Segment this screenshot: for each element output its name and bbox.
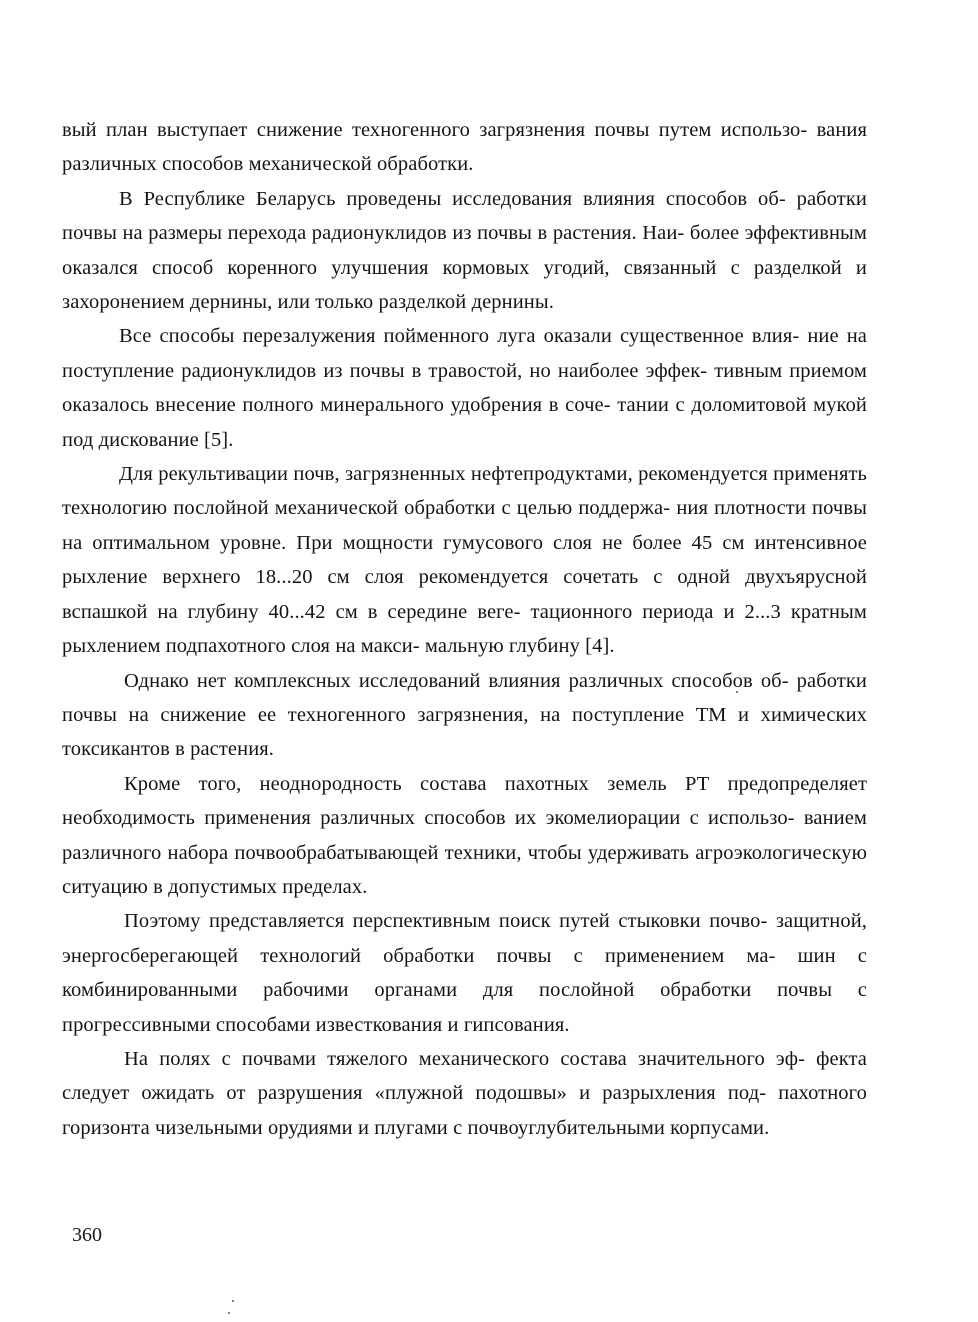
- paragraph-2: В Республике Беларусь проведены исследования влияния способов об- работки почвы на размеры перехода радионуклидов из почвы в растения. Наи- более эффективным оказался способ коренного улучшения кормовых угодий, связанный с разделкой и захоронением дернины, или только разделкой дернины.: [62, 187, 867, 314]
- scan-speck: [228, 1312, 230, 1314]
- paragraph-8: На полях с почвами тяжелого механического состава значительного эф- фекта следует ожидать от разрушения «плужной подошвы» и разрыхления под- пахотного горизонта чизельными орудиями и плугами с почвоуглубительными корпусами.: [62, 1047, 867, 1139]
- body-text: [62, 113, 867, 1145]
- paragraph-6: Кроме того, неоднородность состава пахотных земель РТ предопределяет необходимость применения различных способов их экомелиорации с использо- ванием различного набора почвообрабатывающей техники, чтобы удерживать агроэкологическую ситуацию в допустимых пределах.: [62, 772, 867, 898]
- paragraph-1: вый план выступает снижение техногенного загрязнения почвы путем использо- вания различных способов механической обработки.: [62, 119, 867, 176]
- paragraph-3: Все способы перезалужения пойменного луга оказали существенное влия- ние на поступление радионуклидов из почвы в травостой, но наиболее эффек- тивным приемом оказалось внесение полного минерального удобрения в соче- тании с доломитовой мукой под дискование [5].: [62, 325, 867, 451]
- scan-speck: [232, 1300, 234, 1302]
- scan-speck: [736, 691, 738, 693]
- paragraph-7: Поэтому представляется перспективным поиск путей стыковки почво- защитной, энергосберегающей технологий обработки почвы с применением ма- шин с комбинированными рабочими органами для послойной обработки почвы с прогрессивными способами известкования и гипсования.: [62, 910, 867, 1036]
- paragraph-4: Для рекультивации почв, загрязненных нефтепродуктами, рекомендуется применять технологию послойной механической обработки с целью поддержа- ния плотности почвы на оптимальном уровне. При мощности гумусового слоя не более 45 см интенсивное рыхление верхнего 18...20 см слоя рекомендуется сочетать с одной двухъярусной вспашкой на глубину 40...42 см в середине веге- тационного периода и 2...3 кратным рыхлением подпахотного слоя на макси- мальную глубину [4].: [62, 463, 867, 658]
- page-number: 360: [72, 1224, 102, 1246]
- paragraph-5: Однако нет комплексных исследований влияния различных способов об- работки почвы на снижение ее техногенного загрязнения, на поступление ТМ и химических токсикантов в растения.: [62, 669, 867, 761]
